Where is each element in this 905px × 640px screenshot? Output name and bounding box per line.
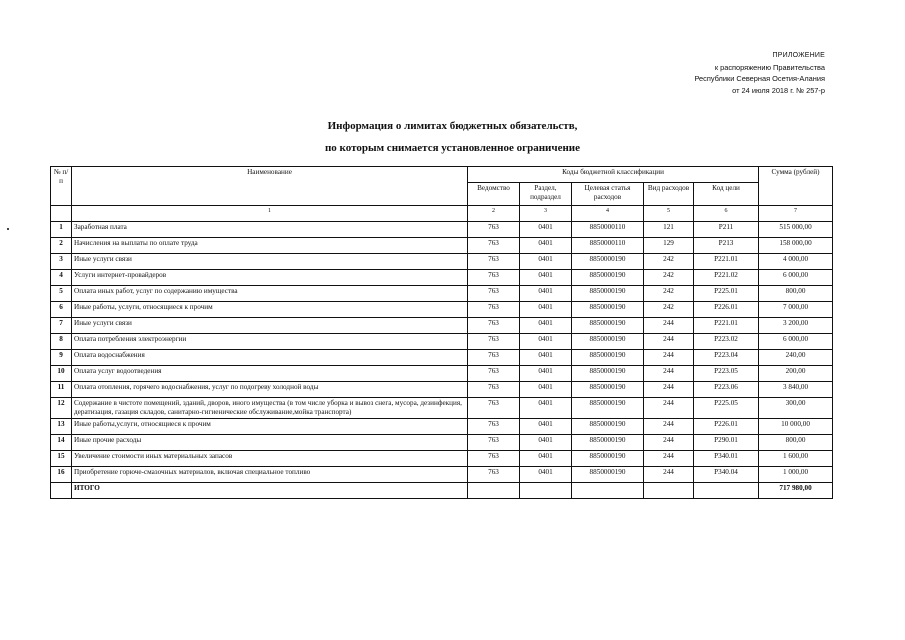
row-dept: 763 — [468, 238, 520, 254]
index-cell: 4 — [572, 206, 644, 222]
row-target: 8850000190 — [572, 451, 644, 467]
row-code: Р221.01 — [694, 318, 759, 334]
row-name: Заработная плата — [72, 222, 468, 238]
row-sum: 515 000,00 — [759, 222, 833, 238]
row-number: 10 — [51, 366, 72, 382]
row-name: Начисления на выплаты по оплате труда — [72, 238, 468, 254]
row-type: 242 — [644, 286, 694, 302]
table-row — [51, 318, 833, 334]
row-code: Р221.01 — [694, 254, 759, 270]
header-num: № п/п — [51, 167, 72, 206]
table-row — [51, 467, 833, 483]
row-dept: 763 — [468, 334, 520, 350]
row-number: 14 — [51, 435, 72, 451]
row-target: 8850000190 — [572, 435, 644, 451]
row-name: Иные услуги связи — [72, 254, 468, 270]
row-dept: 763 — [468, 254, 520, 270]
total-empty-cell — [694, 483, 759, 499]
row-number: 9 — [51, 350, 72, 366]
row-dept: 763 — [468, 398, 520, 419]
row-sum: 800,00 — [759, 286, 833, 302]
row-target: 8850000110 — [572, 222, 644, 238]
row-number: 6 — [51, 302, 72, 318]
row-number: 1 — [51, 222, 72, 238]
row-number: 11 — [51, 382, 72, 398]
row-number: 5 — [51, 286, 72, 302]
row-target: 8850000190 — [572, 382, 644, 398]
row-code: Р226.01 — [694, 302, 759, 318]
row-target: 8850000110 — [572, 238, 644, 254]
row-code: Р225.05 — [694, 398, 759, 419]
row-code: Р213 — [694, 238, 759, 254]
total-empty-cell — [520, 483, 572, 499]
row-section: 0401 — [520, 254, 572, 270]
row-dept: 763 — [468, 270, 520, 286]
row-number: 12 — [51, 398, 72, 419]
appendix-title: ПРИЛОЖЕНИЕ — [772, 52, 825, 59]
row-name: Иные прочие расходы — [72, 435, 468, 451]
row-target: 8850000190 — [572, 318, 644, 334]
row-section: 0401 — [520, 382, 572, 398]
table-row — [51, 435, 833, 451]
row-dept: 763 — [468, 286, 520, 302]
row-section: 0401 — [520, 366, 572, 382]
row-dept: 763 — [468, 350, 520, 366]
row-sum: 6 000,00 — [759, 270, 833, 286]
limits-table — [50, 166, 833, 499]
total-empty-cell — [644, 483, 694, 499]
row-target: 8850000190 — [572, 270, 644, 286]
row-dept: 763 — [468, 318, 520, 334]
row-section: 0401 — [520, 238, 572, 254]
row-dept: 763 — [468, 419, 520, 435]
row-number: 3 — [51, 254, 72, 270]
index-cell: 1 — [72, 206, 468, 222]
table-row — [51, 238, 833, 254]
row-sum: 300,00 — [759, 398, 833, 419]
row-code: Р221.02 — [694, 270, 759, 286]
row-name: Иные работы, услуги, относящиеся к прочим — [72, 302, 468, 318]
row-name: Приобретение горюче-смазочных материалов, включая специальное топливо — [72, 467, 468, 483]
row-sum: 6 000,00 — [759, 334, 833, 350]
header-section: Раздел, подраздел — [520, 183, 572, 206]
table-row — [51, 366, 833, 382]
row-target: 8850000190 — [572, 286, 644, 302]
row-dept: 763 — [468, 222, 520, 238]
index-cell: 2 — [468, 206, 520, 222]
table-row — [51, 419, 833, 435]
appendix-header — [694, 50, 825, 96]
row-code: Р223.05 — [694, 366, 759, 382]
row-sum: 200,00 — [759, 366, 833, 382]
row-name: Оплата отопления, горячего водоснабжения, услуг по подогреву холодной воды — [72, 382, 468, 398]
index-cell: 5 — [644, 206, 694, 222]
row-number: 7 — [51, 318, 72, 334]
header-type: Вид расходов — [644, 183, 694, 206]
index-cell — [51, 206, 72, 222]
row-target: 8850000190 — [572, 419, 644, 435]
row-code: Р223.06 — [694, 382, 759, 398]
row-sum: 1 600,00 — [759, 451, 833, 467]
document-title: Информация о лимитах бюджетных обязательств, — [327, 120, 578, 132]
total-label: ИТОГО — [72, 483, 468, 499]
row-sum: 4 000,00 — [759, 254, 833, 270]
row-code: Р226.01 — [694, 419, 759, 435]
row-number: 16 — [51, 467, 72, 483]
row-section: 0401 — [520, 270, 572, 286]
header-codes: Коды бюджетной классификации — [468, 167, 759, 183]
row-type: 244 — [644, 350, 694, 366]
row-dept: 763 — [468, 451, 520, 467]
row-type: 244 — [644, 435, 694, 451]
row-section: 0401 — [520, 318, 572, 334]
row-dept: 763 — [468, 382, 520, 398]
total-row — [51, 483, 833, 499]
row-sum: 800,00 — [759, 435, 833, 451]
row-dept: 763 — [468, 435, 520, 451]
row-dept: 763 — [468, 366, 520, 382]
row-name: Содержание в чистоте помещений, зданий, дворов, иного имущества (в том числе уборка и вывоз снега, мусора, дезинфекция, дератизация, газация складов, санитарно-гигиенические обслуживание,мойка транспорта) — [72, 398, 468, 419]
row-type: 244 — [644, 366, 694, 382]
row-code: Р223.02 — [694, 334, 759, 350]
appendix-republic: Республики Северная Осетия-Алания — [694, 74, 825, 83]
row-code: Р211 — [694, 222, 759, 238]
row-section: 0401 — [520, 467, 572, 483]
index-cell: 6 — [694, 206, 759, 222]
row-target: 8850000190 — [572, 350, 644, 366]
row-section: 0401 — [520, 350, 572, 366]
table-row — [51, 350, 833, 366]
row-section: 0401 — [520, 419, 572, 435]
row-sum: 3 840,00 — [759, 382, 833, 398]
row-target: 8850000190 — [572, 366, 644, 382]
row-type: 244 — [644, 419, 694, 435]
row-name: Иные работы,услуги, относящиеся к прочим — [72, 419, 468, 435]
document-subtitle: по которым снимается установленное ограничение — [324, 142, 581, 154]
row-code: Р225.01 — [694, 286, 759, 302]
total-sum: 717 980,00 — [759, 483, 833, 499]
appendix-date: от 24 июля 2018 г. № 257-р — [732, 85, 825, 95]
row-type: 242 — [644, 302, 694, 318]
row-section: 0401 — [520, 334, 572, 350]
table-row — [51, 222, 833, 238]
total-empty-cell — [51, 483, 72, 499]
row-number: 8 — [51, 334, 72, 350]
row-number: 2 — [51, 238, 72, 254]
row-name: Оплата водоснабжения — [72, 350, 468, 366]
table-row — [51, 254, 833, 270]
scan-speck — [7, 228, 9, 230]
row-section: 0401 — [520, 398, 572, 419]
row-type: 244 — [644, 334, 694, 350]
row-target: 8850000190 — [572, 302, 644, 318]
row-target: 8850000190 — [572, 467, 644, 483]
row-type: 244 — [644, 451, 694, 467]
row-type: 242 — [644, 254, 694, 270]
column-index-row — [51, 206, 833, 222]
row-number: 4 — [51, 270, 72, 286]
total-empty-cell — [572, 483, 644, 499]
row-section: 0401 — [520, 435, 572, 451]
row-code: Р290.01 — [694, 435, 759, 451]
row-section: 0401 — [520, 286, 572, 302]
row-name: Оплата иных работ, услуг по содержанию имущества — [72, 286, 468, 302]
row-name: Увеличение стоимости иных материальных запасов — [72, 451, 468, 467]
header-sum: Сумма (рублей) — [759, 167, 833, 206]
row-name: Услуги интернет-провайдеров — [72, 270, 468, 286]
row-name: Иные услуги связи — [72, 318, 468, 334]
row-code: Р340.04 — [694, 467, 759, 483]
total-empty-cell — [468, 483, 520, 499]
table-row — [51, 270, 833, 286]
index-cell: 3 — [520, 206, 572, 222]
table-row — [51, 286, 833, 302]
row-sum: 10 000,00 — [759, 419, 833, 435]
header-name: Наименование — [72, 167, 468, 206]
row-section: 0401 — [520, 222, 572, 238]
row-sum: 158 000,00 — [759, 238, 833, 254]
row-number: 15 — [51, 451, 72, 467]
row-sum: 7 000,00 — [759, 302, 833, 318]
table-row — [51, 302, 833, 318]
row-name: Оплата услуг водоотведения — [72, 366, 468, 382]
row-name: Оплата потребления электроэнергии — [72, 334, 468, 350]
row-number: 13 — [51, 419, 72, 435]
row-type: 242 — [644, 270, 694, 286]
row-type: 244 — [644, 382, 694, 398]
table-row — [51, 382, 833, 398]
row-type: 244 — [644, 398, 694, 419]
table-row — [51, 334, 833, 350]
row-type: 244 — [644, 318, 694, 334]
row-code: Р223.04 — [694, 350, 759, 366]
row-sum: 3 200,00 — [759, 318, 833, 334]
appendix-ref: к распоряжению Правительства — [714, 62, 825, 72]
row-target: 8850000190 — [572, 334, 644, 350]
row-code: Р340.01 — [694, 451, 759, 467]
row-dept: 763 — [468, 467, 520, 483]
header-code: Код цели — [694, 183, 759, 206]
row-type: 244 — [644, 467, 694, 483]
row-target: 8850000190 — [572, 254, 644, 270]
row-section: 0401 — [520, 302, 572, 318]
table-row — [51, 451, 833, 467]
row-type: 129 — [644, 238, 694, 254]
index-cell: 7 — [759, 206, 833, 222]
header-target: Целевая статья расходов — [572, 183, 644, 206]
row-dept: 763 — [468, 302, 520, 318]
row-section: 0401 — [520, 451, 572, 467]
header-dept: Ведомство — [468, 183, 520, 206]
row-type: 121 — [644, 222, 694, 238]
row-sum: 240,00 — [759, 350, 833, 366]
row-sum: 1 000,00 — [759, 467, 833, 483]
table-row — [51, 398, 833, 419]
row-target: 8850000190 — [572, 398, 644, 419]
